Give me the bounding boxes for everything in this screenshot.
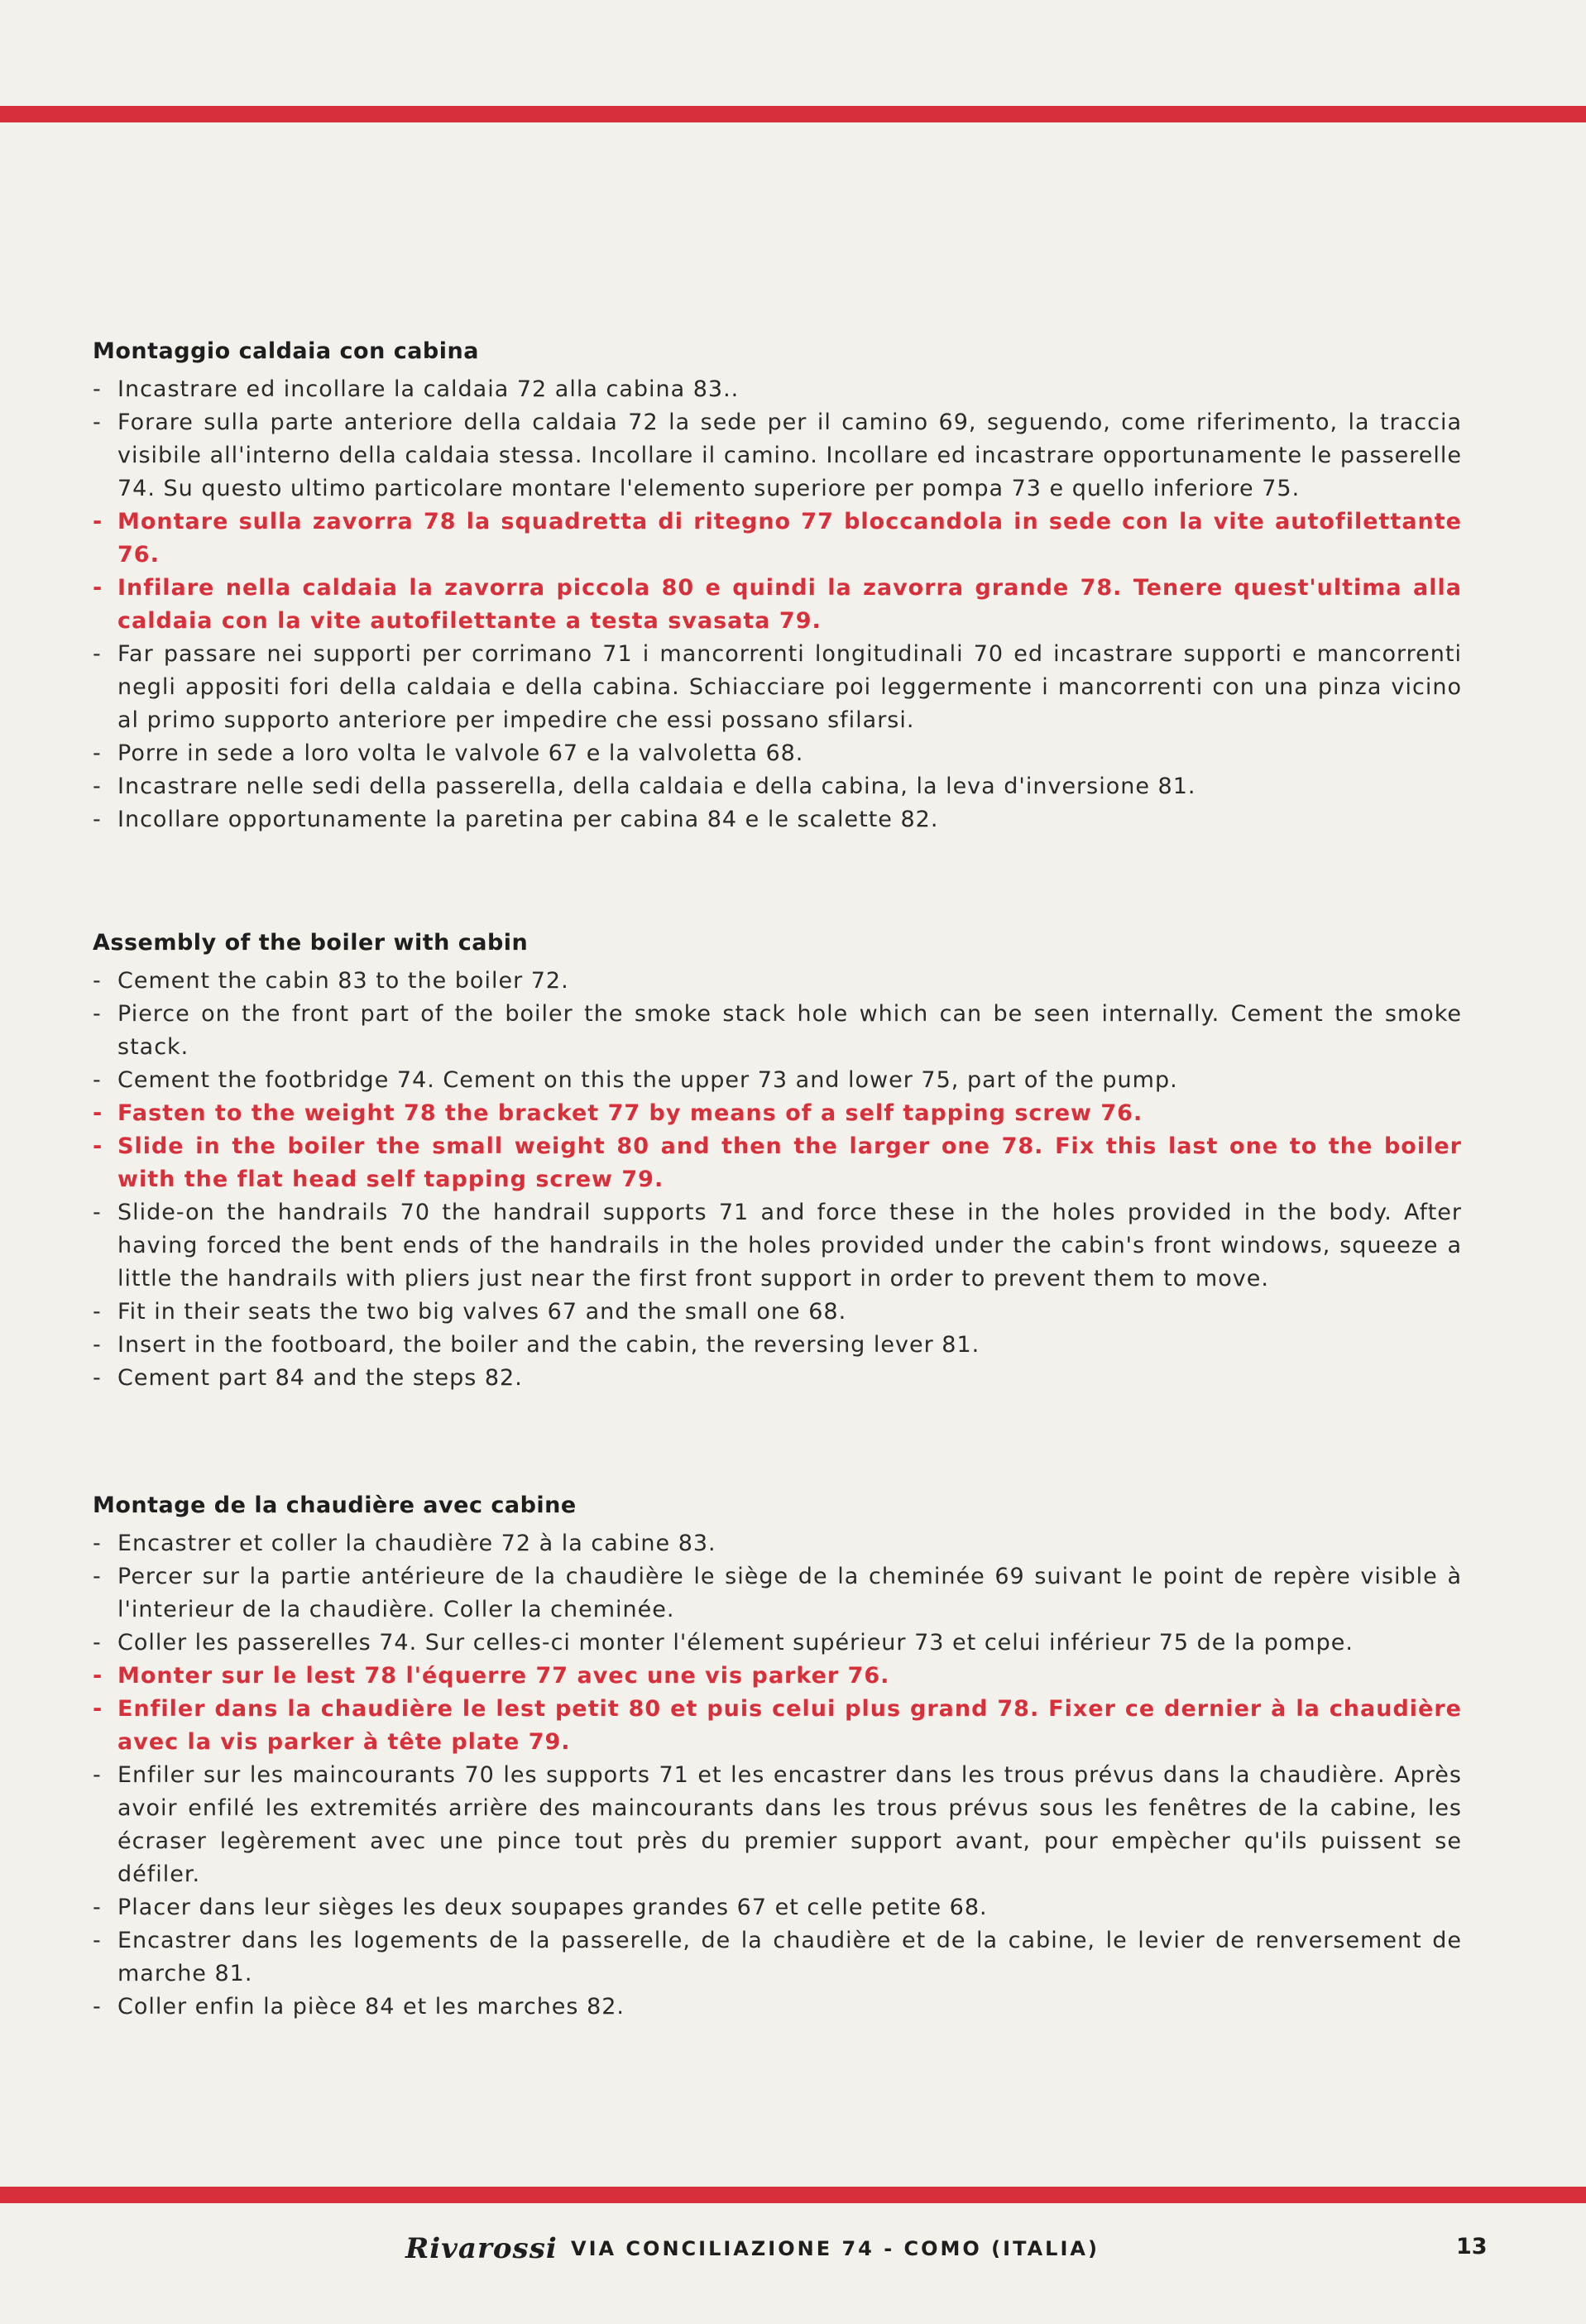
instruction-item-highlight: - Fasten to the weight 78 the bracket 77 by means of a self tapping screw 76. (93, 1097, 1462, 1130)
instruction-item: - Incastrare nelle sedi della passerella, della caldaia e della cabina, la leva d'inversione 81. (93, 770, 1462, 803)
instruction-item: - Pierce on the front part of the boiler the smoke stack hole which can be seen internally. Cement the smoke stack. (93, 998, 1462, 1064)
instruction-item: - Incollare opportunamente la paretina per cabina 84 e le scalette 82. (93, 803, 1462, 836)
instruction-item: - Insert in the footboard, the boiler and the cabin, the reversing lever 81. (93, 1329, 1462, 1362)
instruction-item: - Cement part 84 and the steps 82. (93, 1362, 1462, 1395)
instruction-item-highlight: - Monter sur le lest 78 l'équerre 77 avec une vis parker 76. (93, 1660, 1462, 1693)
instruction-item: - Placer dans leur sièges les deux soupapes grandes 67 et celle petite 68. (93, 1891, 1462, 1924)
instruction-item: - Far passare nei supporti per corrimano 71 i mancorrenti longitudinali 70 ed incastrare supporti e mancorrenti negli appositi fori della caldaia e della cabina. Schiacciare poi leggermente i mancorrenti con una pinza vicino al primo supporto anteriore per impedire che essi possano sfilarsi. (93, 638, 1462, 737)
instruction-list (93, 965, 1462, 1395)
instruction-list (93, 1527, 1462, 2024)
instruction-item: - Slide-on the handrails 70 the handrail supports 71 and force these in the holes provided in the body. After having forced the bent ends of the handrails in the holes provided under the cabin's front windows, squeeze a little the handrails with pliers just near the first front support in order to prevent them to move. (93, 1196, 1462, 1296)
instruction-item: - Enfiler sur les maincourants 70 les supports 71 et les encastrer dans les trous prévus dans la chaudière. Après avoir enfilé les extremités arrière des maincourants dans les trous prévus sous les fenêtres de la cabine, les écraser legèrement avec une pince tout près du premier support avant, pour empècher qu'ils puissent se défiler. (93, 1759, 1462, 1891)
top-red-rule (0, 106, 1586, 122)
instruction-item: - Forare sulla parte anteriore della caldaia 72 la sede per il camino 69, seguendo, come riferimento, la traccia visibile all'interno della caldaia stessa. Incollare il camino. Incollare ed incastrare opportunamente le passerelle 74. Su questo ultimo particolare montare l'elemento superiore per pompa 73 e quello inferiore 75. (93, 406, 1462, 506)
instruction-item: - Coller les passerelles 74. Sur celles-ci monter l'élement supérieur 73 et celui inférieur 75 de la pompe. (93, 1627, 1462, 1660)
brand-logo: Rivarossi (405, 2232, 558, 2265)
instruction-item: - Fit in their seats the two big valves 67 and the small one 68. (93, 1296, 1462, 1329)
section-french (93, 1489, 1462, 2024)
section-title: Montage de la chaudière avec cabine (93, 1493, 577, 1518)
section-english (93, 927, 1462, 1395)
section-title: Assembly of the boiler with cabin (93, 930, 529, 956)
instruction-item: - Porre in sede a loro volta le valvole 67 e la valvoletta 68. (93, 737, 1462, 770)
instruction-item: - Encastrer et coller la chaudière 72 à la cabine 83. (93, 1527, 1462, 1560)
instruction-item: - Coller enfin la pièce 84 et les marches 82. (93, 1991, 1462, 2024)
footer-address: VIA CONCILIAZIONE 74 - COMO (ITALIA) (571, 2237, 1100, 2260)
instruction-list (93, 373, 1462, 836)
instruction-item: - Cement the footbridge 74. Cement on this the upper 73 and lower 75, part of the pump. (93, 1064, 1462, 1097)
instruction-item: - Encastrer dans les logements de la passerelle, de la chaudière et de la cabine, le levier de renversement de marche 81. (93, 1924, 1462, 1991)
instruction-item: - Percer sur la partie antérieure de la chaudière le siège de la cheminée 69 suivant le point de repère visible à l'interieur de la chaudière. Coller la cheminée. (93, 1560, 1462, 1627)
page-number: 13 (1456, 2234, 1488, 2259)
section-title: Montaggio caldaia con cabina (93, 338, 479, 364)
instruction-item: - Cement the cabin 83 to the boiler 72. (93, 965, 1462, 998)
instruction-item-highlight: - Montare sulla zavorra 78 la squadretta di ritegno 77 bloccandola in sede con la vite autofilettante 76. (93, 506, 1462, 572)
instruction-item-highlight: - Slide in the boiler the small weight 80 and then the larger one 78. Fix this last one to the boiler with the flat head self tapping screw 79. (93, 1130, 1462, 1196)
instruction-item-highlight: - Enfiler dans la chaudière le lest petit 80 et puis celui plus grand 78. Fixer ce dernier à la chaudière avec la vis parker à tête plate 79. (93, 1693, 1462, 1759)
instruction-item: - Incastrare ed incollare la caldaia 72 alla cabina 83.. (93, 373, 1462, 406)
bottom-red-rule (0, 2187, 1586, 2203)
section-italian (93, 335, 1462, 836)
instruction-item-highlight: - Infilare nella caldaia la zavorra piccola 80 e quindi la zavorra grande 78. Tenere quest'ultima alla caldaia con la vite autofilettante a testa svasata 79. (93, 572, 1462, 638)
